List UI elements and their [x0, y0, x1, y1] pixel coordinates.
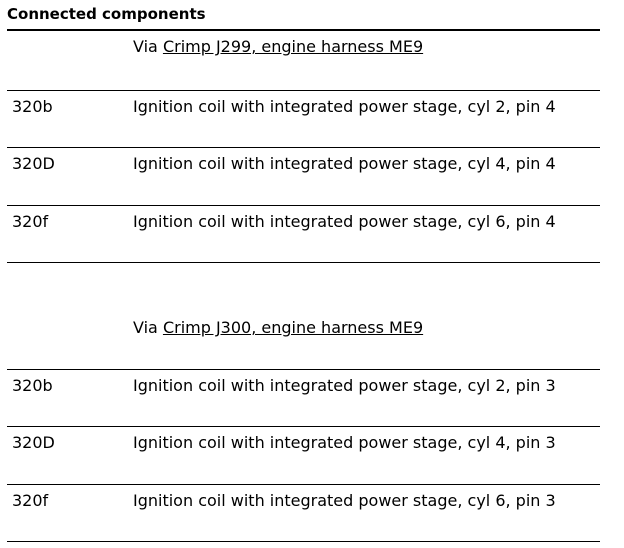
row-divider — [7, 541, 600, 542]
row-divider — [7, 426, 600, 427]
row-divider — [7, 484, 600, 485]
component-code: 320D — [12, 433, 55, 452]
component-description: Ignition coil with integrated power stage, cyl 2, pin 4 — [133, 97, 556, 116]
page-title: Connected components — [7, 5, 206, 23]
component-code: 320b — [12, 97, 53, 116]
via-line-1 — [133, 37, 423, 57]
via-prefix: Via — [133, 318, 158, 337]
row-divider — [7, 369, 600, 370]
crimp-j299-link[interactable]: Crimp J299, engine harness ME9 — [162, 37, 424, 56]
row-divider — [7, 262, 600, 263]
row-divider — [7, 147, 600, 148]
row-divider — [7, 90, 600, 91]
component-description: Ignition coil with integrated power stage, cyl 2, pin 3 — [133, 376, 556, 395]
component-code: 320f — [12, 491, 49, 510]
component-code: 320f — [12, 212, 49, 231]
component-description: Ignition coil with integrated power stage, cyl 4, pin 4 — [133, 154, 556, 173]
crimp-j300-link[interactable]: Crimp J300, engine harness ME9 — [162, 318, 424, 337]
row-divider — [7, 205, 600, 206]
component-description: Ignition coil with integrated power stage, cyl 4, pin 3 — [133, 433, 556, 452]
component-code: 320D — [12, 154, 55, 173]
component-code: 320b — [12, 376, 53, 395]
component-description: Ignition coil with integrated power stage, cyl 6, pin 3 — [133, 491, 556, 510]
component-description: Ignition coil with integrated power stage, cyl 6, pin 4 — [133, 212, 556, 231]
header-divider — [7, 29, 600, 31]
via-line-2 — [133, 318, 423, 338]
via-prefix: Via — [133, 37, 158, 56]
